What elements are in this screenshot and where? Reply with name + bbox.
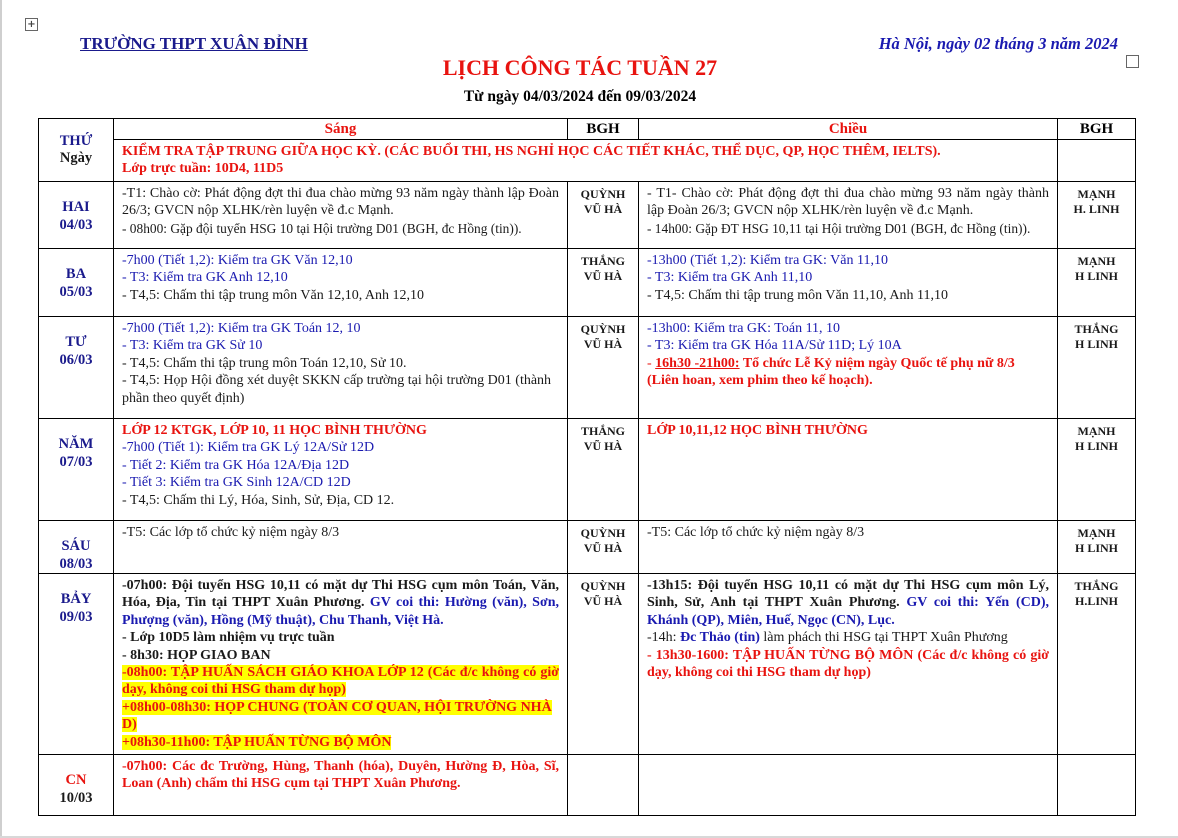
- morning-item: [122, 577, 559, 629]
- notice-row: [39, 140, 1136, 182]
- morning-item: - T4,5: Họp Hội đồng xét duyệt SKKN cấp trường tại hội trường D01 (thành phần theo quyết định): [122, 373, 552, 406]
- morning-item: - Tiết 2: Kiểm tra GK Hóa 12A/Địa 12D: [122, 457, 350, 473]
- bgh-name: QUỲNH: [580, 526, 626, 540]
- bgh-name: H LINH: [1074, 269, 1118, 283]
- morning-item: -T1: Chào cờ: Phát động đợt thi đua chào mừng 93 năm ngày thành lập Đoàn 26/3; GVCN nộp XLHK/rèn luyện về đ.c Mạnh.: [122, 186, 559, 219]
- afternoon-item: -13h00: Kiểm tra GK: Toán 11, 10: [647, 321, 841, 336]
- header-row: [39, 119, 1136, 140]
- morning-cell: [114, 182, 568, 249]
- day-header-line2: Ngày: [59, 150, 93, 166]
- bgh-name: VŨ HÀ: [583, 269, 623, 283]
- bgh-name: MẠNH: [1077, 254, 1116, 268]
- day-date: 10/03: [59, 790, 93, 807]
- schedule-table: [38, 118, 1136, 816]
- bgh-afternoon-cell: [1058, 521, 1136, 574]
- day-cell: [39, 419, 114, 521]
- bgh-afternoon-cell: [1058, 182, 1136, 249]
- bgh-name: H LINH: [1074, 337, 1118, 351]
- afternoon-item-time: -14h:: [647, 630, 681, 646]
- bgh-name: THẮNG: [580, 254, 625, 268]
- morning-item: - Tiết 3: Kiểm tra GK Sinh 12A/CD 12D: [122, 475, 351, 491]
- bgh-name: VŨ HÀ: [583, 202, 623, 216]
- day-column-header: [39, 119, 114, 182]
- bgh-name: VŨ HÀ: [583, 337, 623, 351]
- bgh-name: VŨ HÀ: [583, 594, 623, 608]
- morning-item: [122, 665, 559, 697]
- morning-item: - T4,5: Chấm thi tập trung môn Toán 12,10, Sử 10.: [122, 355, 407, 371]
- day-date: 09/03: [59, 609, 93, 625]
- bgh-afternoon-cell: [1058, 317, 1136, 419]
- afternoon-item: -T5: Các lớp tổ chức kỷ niệm ngày 8/3: [647, 525, 865, 540]
- morning-cell: [114, 755, 568, 816]
- afternoon-item-text: -13h15: Đội tuyển HSG 10,11 có mặt dự Thi HSG cụm môn Lý, Sinh, Sử, Anh tại THPT Xuân Phương.: [647, 578, 1049, 611]
- morning-item: -7h00 (Tiết 1): Kiểm tra GK Lý 12A/Sử 12D: [122, 440, 375, 456]
- bgh-morning-cell: [568, 419, 639, 521]
- day-cell: [39, 249, 114, 317]
- day-name: SÁU: [61, 538, 91, 554]
- notice-cell: [114, 140, 1058, 182]
- table-row: [39, 521, 1136, 574]
- morning-item-highlight: +08h00-08h30: HỌP CHUNG (TOÀN CƠ QUAN, HỘI TRƯỜNG NHÀ D): [122, 699, 552, 733]
- day-date: 05/03: [59, 284, 93, 300]
- afternoon-item-person: Đc Thảo (tin): [680, 630, 760, 646]
- afternoon-cell: [639, 521, 1058, 574]
- date-line: Hà Nội, ngày 02 tháng 3 năm 2024: [878, 34, 1118, 53]
- table-row: [39, 182, 1136, 249]
- document-subtitle: Từ ngày 04/03/2024 đến 09/03/2024: [463, 88, 697, 105]
- afternoon-item-text: Tổ chức Lễ Kỷ niệm ngày Quốc tế phụ nữ 8/3 (Liên hoan, xem phim theo kế hoạch).: [647, 355, 1015, 389]
- day-name: CN: [65, 772, 87, 789]
- document-frame-left: [0, 0, 2, 838]
- day-name: TƯ: [65, 334, 87, 350]
- morning-item: - T3: Kiểm tra GK Sử 10: [122, 338, 263, 354]
- notice-filler-cell: [1058, 140, 1136, 182]
- bgh-name: MẠNH: [1077, 424, 1116, 438]
- afternoon-cell: [639, 574, 1058, 755]
- morning-item-text: -07h00: Đội tuyển HSG 10,11 có mặt dự Thi HSG cụm môn Toán, Văn, Hóa, Địa, Tin tại THPT Xuân Phương.: [122, 578, 559, 611]
- morning-item: [122, 734, 559, 751]
- morning-cell: [114, 249, 568, 317]
- day-name: BA: [65, 266, 87, 282]
- afternoon-cell: [639, 182, 1058, 249]
- day-cell: [39, 755, 114, 816]
- bgh-morning-cell: [568, 182, 639, 249]
- day-cell: [39, 574, 114, 755]
- morning-cell: [114, 317, 568, 419]
- bgh-afternoon-cell: [1058, 249, 1136, 317]
- bgh-name: H. LINH: [1073, 202, 1120, 216]
- school-name: TRƯỜNG THPT XUÂN ĐỈNH: [80, 34, 308, 53]
- bgh-name: MẠNH: [1077, 187, 1116, 201]
- table-row: [39, 249, 1136, 317]
- table-row: [39, 755, 1136, 816]
- afternoon-item: [647, 577, 1049, 629]
- bgh-afternoon-cell: [1058, 755, 1136, 816]
- afternoon-item: - T4,5: Chấm thi tập trung môn Văn 11,10, Anh 11,10: [647, 287, 948, 303]
- day-date: 04/03: [59, 217, 93, 233]
- morning-item: LỚP 12 KTGK, LỚP 10, 11 HỌC BÌNH THƯỜNG: [122, 423, 427, 438]
- morning-item-proctors: GV coi thi: Hường (văn), Sơn, Phượng (văn), Hồng (Mỹ thuật), Chu Thanh, Việt Hà.: [122, 595, 559, 628]
- morning-item: -7h00 (Tiết 1,2): Kiểm tra GK Toán 12, 10: [122, 321, 361, 336]
- bgh-name: THẮNG: [1074, 579, 1119, 593]
- afternoon-item-text: làm phách thi HSG tại THPT Xuân Phương: [759, 630, 1008, 646]
- bgh-name: QUỲNH: [580, 322, 626, 336]
- morning-cell: [114, 419, 568, 521]
- afternoon-item: - 13h30-1600: TẬP HUẤN TỪNG BỘ MÔN (Các đ/c không có giờ dạy, không coi thi HSG tham dự họp): [647, 647, 1049, 681]
- bgh-name: QUỲNH: [580, 579, 626, 593]
- morning-item: - 08h00: Gặp đội tuyển HSG 10 tại Hội trường D01 (BGH, đc Hồng (tin)).: [122, 220, 522, 236]
- morning-cell: [114, 574, 568, 755]
- bgh-afternoon-cell: [1058, 419, 1136, 521]
- morning-cell: [114, 521, 568, 574]
- notice-line2: Lớp trực tuần: 10D4, 11D5: [122, 161, 284, 177]
- bgh-morning-cell: [568, 249, 639, 317]
- morning-item: - T4,5: Chấm thi Lý, Hóa, Sinh, Sử, Địa, CD 12.: [122, 492, 395, 508]
- morning-item: [122, 699, 559, 734]
- bgh-name: H LINH: [1074, 439, 1118, 453]
- bgh-name: THẮNG: [1074, 322, 1119, 336]
- afternoon-item: [647, 629, 1049, 646]
- morning-column-header: Sáng: [114, 119, 568, 140]
- morning-item: - 8h30: HỌP GIAO BAN: [122, 647, 271, 663]
- bgh-morning-cell: [568, 521, 639, 574]
- bgh-morning-cell: [568, 317, 639, 419]
- bgh-name: H.LINH: [1074, 594, 1118, 608]
- bgh-morning-cell: [568, 755, 639, 816]
- morning-item: -T5: Các lớp tổ chức kỷ niệm ngày 8/3: [122, 525, 340, 540]
- afternoon-cell: [639, 317, 1058, 419]
- morning-item-highlight: +08h30-11h00: TẬP HUẤN TỪNG BỘ MÔN: [122, 734, 392, 750]
- morning-item: -7h00 (Tiết 1,2): Kiểm tra GK Văn 12,10: [122, 253, 353, 268]
- document-title: LỊCH CÔNG TÁC TUẦN 27: [442, 55, 718, 80]
- afternoon-item-proctors: GV coi thi: Yến (CD), Khánh (QP), Miên, Huế, Ngọc (CN), Lục.: [647, 595, 1049, 628]
- day-date: 08/03: [59, 556, 93, 572]
- bgh-name: MẠNH: [1077, 526, 1116, 540]
- afternoon-item: - T1- Chào cờ: Phát động đợt thi đua chào mừng 93 năm ngày thành lập Đoàn 26/3; GVCN nộp XLHK/rèn luyện về đ.c Mạnh.: [647, 186, 1049, 219]
- bgh-afternoon-cell: [1058, 574, 1136, 755]
- afternoon-item: LỚP 10,11,12 HỌC BÌNH THƯỜNG: [647, 423, 868, 438]
- table-row: [39, 574, 1136, 755]
- day-cell: [39, 182, 114, 249]
- day-header-line1: THỨ: [59, 133, 93, 149]
- afternoon-item: - T3: Kiểm tra GK Anh 11,10: [647, 270, 813, 286]
- day-date: 06/03: [59, 352, 93, 368]
- afternoon-item: -13h00 (Tiết 1,2): Kiểm tra GK: Văn 11,10: [647, 253, 888, 268]
- bgh-name: VŨ HÀ: [583, 439, 623, 453]
- day-cell: [39, 521, 114, 574]
- morning-item: -07h00: Các đc Trường, Hùng, Thanh (hóa), Duyên, Hường Đ, Hòa, Sĩ, Loan (Anh) chấm thi HSG cụm tại THPT Xuân Phương.: [122, 759, 559, 792]
- table-row: [39, 419, 1136, 521]
- afternoon-item: - 14h00: Gặp ĐT HSG 10,11 tại Hội trường D01 (BGH, đc Hồng (tin)).: [647, 220, 1031, 236]
- day-name: HAI: [62, 199, 90, 215]
- afternoon-cell: [639, 419, 1058, 521]
- afternoon-item: - T3: Kiểm tra GK Hóa 11A/Sử 11D; Lý 10A: [647, 338, 902, 354]
- table-row: [39, 317, 1136, 419]
- afternoon-item-time: 16h30 -21h00:: [655, 355, 740, 371]
- morning-item: - T3: Kiểm tra GK Anh 12,10: [122, 270, 288, 286]
- bgh-name: VŨ HÀ: [583, 541, 623, 555]
- bgh-name: THẮNG: [580, 424, 625, 438]
- bgh-name: H LINH: [1074, 541, 1118, 555]
- day-name: NĂM: [58, 436, 94, 452]
- day-cell: [39, 317, 114, 419]
- bgh-afternoon-column-header: BGH: [1058, 119, 1136, 140]
- notice-line1: KIỂM TRA TẬP TRUNG GIỮA HỌC KỲ. (CÁC BUỔI THI, HS NGHỈ HỌC CÁC TIẾT KHÁC, THỂ DỤC, QP, HỌC THÊM, IELTS).: [122, 144, 941, 159]
- afternoon-item: [647, 355, 1049, 390]
- bgh-name: QUỲNH: [580, 187, 626, 201]
- afternoon-cell: [639, 249, 1058, 317]
- morning-item: - Lớp 10D5 làm nhiệm vụ trực tuần: [122, 630, 335, 646]
- afternoon-column-header: Chiều: [639, 119, 1058, 140]
- bgh-morning-column-header: BGH: [568, 119, 639, 140]
- afternoon-item-dash: -: [647, 355, 656, 371]
- bgh-morning-cell: [568, 574, 639, 755]
- table-move-handle-icon[interactable]: +: [25, 18, 38, 31]
- morning-item: - T4,5: Chấm thi tập trung môn Văn 12,10, Anh 12,10: [122, 287, 425, 303]
- morning-item-highlight: -08h00: TẬP HUẤN SÁCH GIÁO KHOA LỚP 12 (Các đ/c không có giờ dạy, không coi thi HSG tham dự họp): [122, 665, 559, 698]
- day-name: BẢY: [60, 591, 92, 607]
- day-date: 07/03: [59, 454, 93, 470]
- afternoon-cell: [639, 755, 1058, 816]
